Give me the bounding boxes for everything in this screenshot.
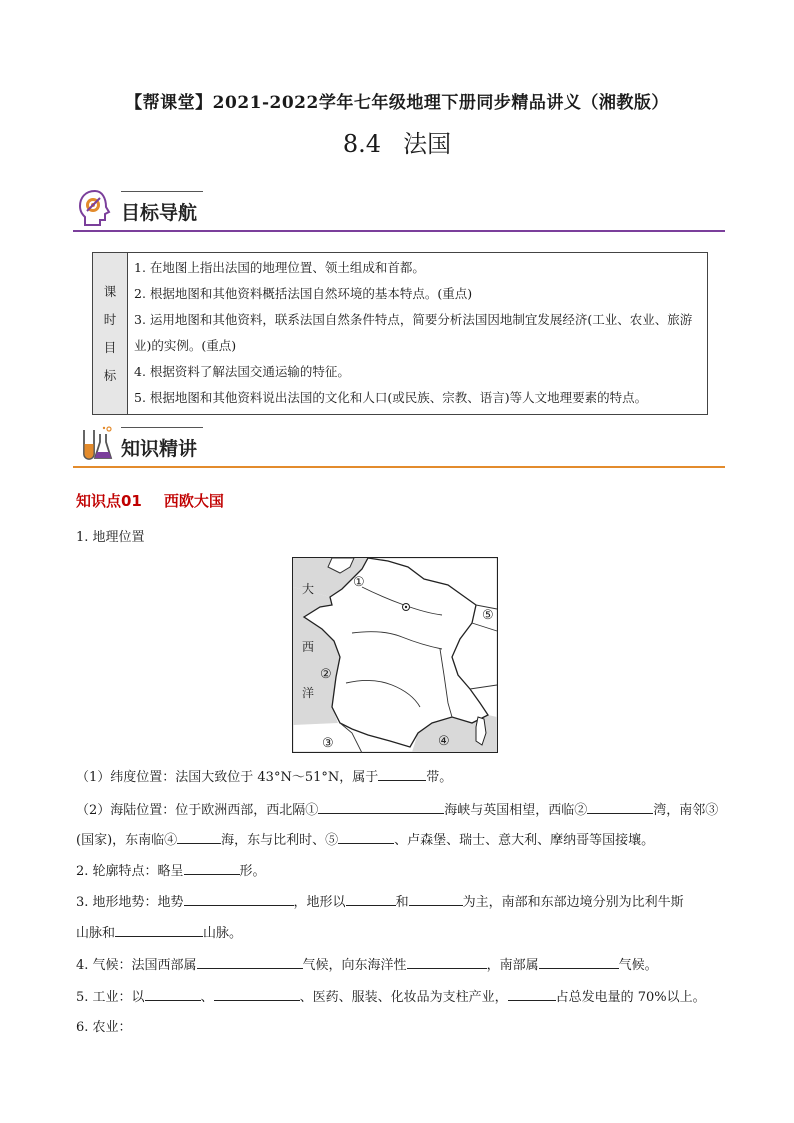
- lesson-number: 8.4: [342, 130, 382, 158]
- lesson-title: [0, 124, 794, 159]
- question-sea-land-position: （2）海陆位置：位于欧洲西部，西北隔① 海峡与英国相望，西临② 湾，南邻③: [76, 800, 718, 821]
- map-marker-2: ②: [320, 667, 332, 682]
- goal-item: 1. 在地图上指出法国的地理位置、领土组成和首都。: [134, 260, 425, 275]
- answer-blank[interactable]: [587, 800, 653, 814]
- lesson-name: 法国: [403, 130, 452, 158]
- goal-item: 5. 根据地图和其他资料说出法国的文化和人口(或民族、宗教、语言)等人文地理要素的特点。: [134, 390, 648, 405]
- goals-side-label: 课 时 目 标: [93, 253, 128, 415]
- answer-blank[interactable]: [338, 830, 394, 844]
- section-top-line: [121, 427, 203, 428]
- section-goals-header: [73, 188, 725, 232]
- question-industry: 5. 工业：以 、 、医药、服装、化妆品为支柱产业， 占总发电量的 70%以上。: [76, 987, 706, 1008]
- section-knowledge-header: [73, 424, 725, 468]
- section-divider: [73, 230, 725, 232]
- section-divider: [73, 466, 725, 468]
- paragraph-location-heading: 1. 地理位置: [76, 530, 145, 545]
- question-terrain: 3. 地形地势：地势 ，地形以 和 为主，南部和东部边境分别为比利牛斯: [76, 892, 684, 913]
- answer-blank[interactable]: [539, 955, 619, 969]
- map-marker-3: ③: [322, 736, 334, 751]
- answer-blank[interactable]: [407, 955, 487, 969]
- ocean-label-char: 洋: [302, 686, 315, 700]
- question-terrain-cont: 山脉和 山脉。: [76, 923, 242, 944]
- knowledge-point-title: [76, 490, 224, 511]
- answer-blank[interactable]: [378, 767, 426, 781]
- knowledge-point-name: 西欧大国: [163, 492, 224, 510]
- answer-blank[interactable]: [184, 861, 240, 875]
- goal-item: 2. 根据地图和其他资料概括法国自然环境的基本特点。(重点): [134, 286, 473, 301]
- section-top-line: [121, 191, 203, 192]
- map-marker-1: ①: [353, 575, 365, 590]
- answer-blank[interactable]: [177, 830, 221, 844]
- question-outline: 2. 轮廓特点：略呈 形。: [76, 861, 266, 882]
- knowledge-point-number: 知识点01: [76, 492, 142, 510]
- answer-blank[interactable]: [346, 892, 396, 906]
- section-goals-label: 目标导航: [121, 202, 198, 224]
- answer-blank[interactable]: [115, 923, 203, 937]
- answer-blank[interactable]: [184, 892, 294, 906]
- goal-item: 3. 运用地图和其他资料，联系法国自然条件特点，简要分析法国因地制宜发展经济(工业、农业、旅游业)的实例。(重点): [134, 312, 693, 353]
- flask-icon: [75, 424, 115, 464]
- question-agriculture: 6. 农业：: [76, 1020, 132, 1035]
- question-sea-land-position-cont: (国家)，东南临④ 海，东与比利时、⑤ 、卢森堡、瑞士、意大利、摩纳哥等国接壤。: [76, 830, 654, 851]
- question-latitude: （1）纬度位置：法国大致位于 43°N～51°N，属于 带。: [76, 767, 452, 788]
- map-marker-5: ⑤: [482, 608, 494, 623]
- answer-blank[interactable]: [409, 892, 463, 906]
- answer-blank[interactable]: [145, 987, 201, 1001]
- answer-blank[interactable]: [197, 955, 303, 969]
- answer-blank[interactable]: [508, 987, 556, 1001]
- france-map: [292, 557, 498, 753]
- goal-item: 4. 根据资料了解法国交通运输的特征。: [134, 364, 350, 379]
- answer-blank[interactable]: [214, 987, 300, 1001]
- document-header-title: 【帮课堂】2021-2022学年七年级地理下册同步精品讲义（湘教版）: [125, 93, 669, 113]
- question-climate: 4. 气候：法国西部属 气候，向东海洋性 ，南部属 气候。: [76, 955, 658, 976]
- goals-list: [128, 253, 708, 415]
- head-target-icon: [75, 188, 115, 228]
- map-marker-4: ④: [438, 734, 450, 749]
- ocean-label-char: 西: [302, 640, 315, 654]
- answer-blank[interactable]: [318, 800, 444, 814]
- section-knowledge-label: 知识精讲: [121, 438, 198, 460]
- goals-table: [92, 252, 708, 415]
- ocean-label-char: 大: [302, 582, 315, 596]
